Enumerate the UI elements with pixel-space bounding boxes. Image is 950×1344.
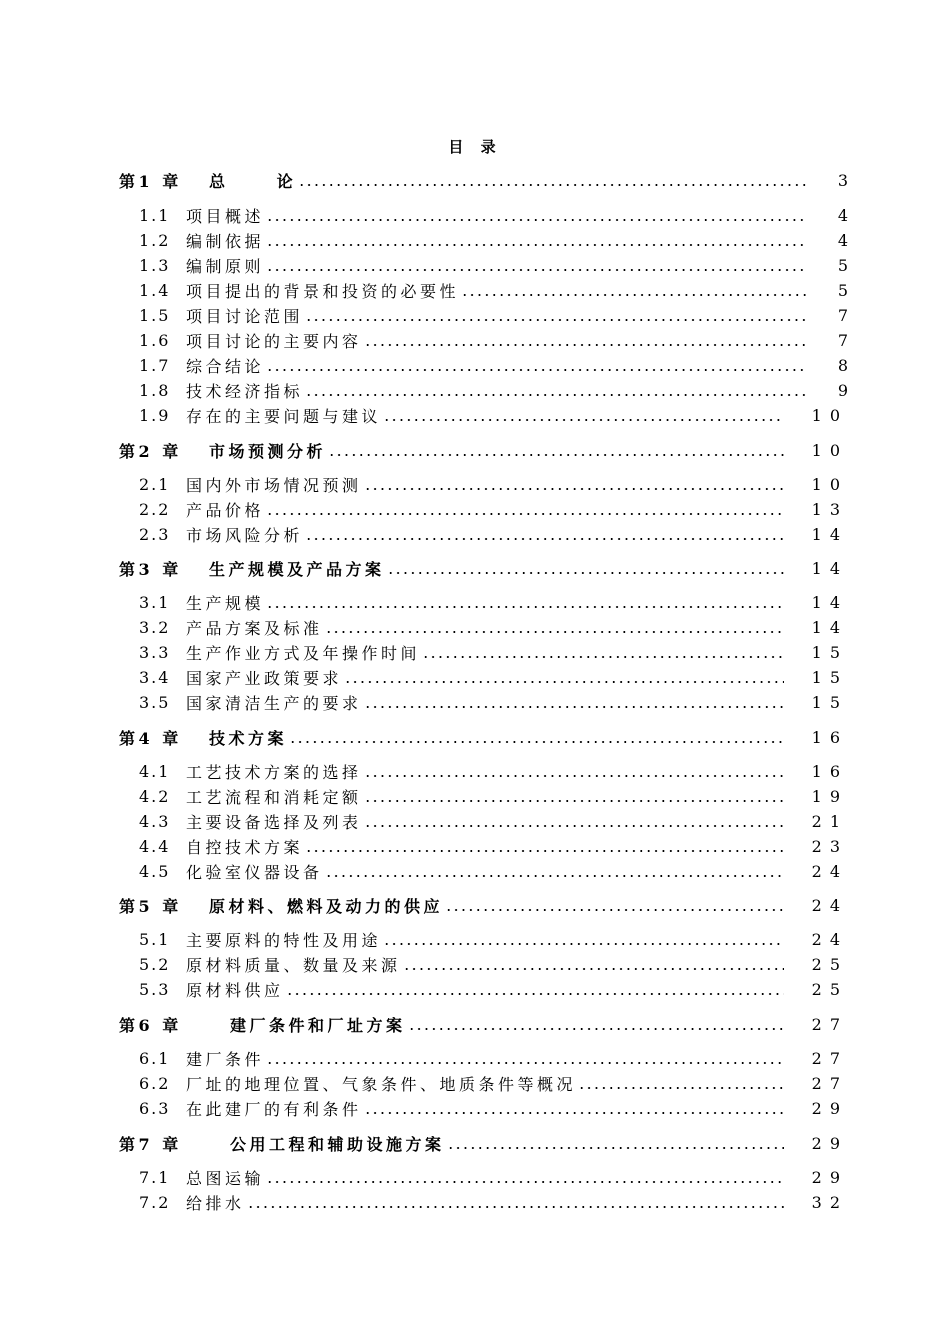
entry-title: 厂址的地理位置、气象条件、地质条件等概况 [186, 1074, 577, 1094]
entry-number: 1.6 [139, 330, 171, 350]
dot-leader [266, 1181, 784, 1183]
entry-number: 3.1 [139, 592, 171, 612]
dot-leader [266, 1062, 784, 1064]
entry-title: 生产规模及产品方案 [209, 559, 385, 579]
toc-section-entry[interactable] [0, 328, 950, 352]
entry-page-number: 24 [811, 929, 848, 949]
dot-leader [325, 631, 784, 633]
entry-number: 4.4 [139, 836, 171, 856]
entry-page-number: 19 [811, 786, 848, 806]
toc-section-entry[interactable] [0, 1046, 950, 1070]
entry-title: 总 论 [209, 171, 297, 191]
toc-section-entry[interactable] [0, 203, 950, 227]
dot-leader [298, 184, 806, 186]
entry-number: 1.9 [139, 405, 171, 425]
entry-number: 3.5 [139, 692, 171, 712]
toc-section-entry[interactable] [0, 1096, 950, 1120]
toc-section-entry[interactable] [0, 472, 950, 496]
entry-title: 国内外市场情况预测 [186, 475, 362, 495]
entry-title: 综合结论 [186, 356, 265, 376]
dot-leader [364, 488, 784, 490]
toc-section-entry[interactable] [0, 1071, 950, 1095]
toc-chapter-entry[interactable] [0, 438, 950, 462]
entry-title: 给排水 [186, 1193, 245, 1213]
toc-section-entry[interactable] [0, 1190, 950, 1214]
entry-title: 项目提出的背景和投资的必要性 [186, 281, 460, 301]
entry-title: 技术方案 [209, 728, 288, 748]
dot-leader [247, 1206, 784, 1208]
entry-page-number: 4 [837, 205, 848, 225]
entry-number: 1.4 [139, 280, 171, 300]
entry-title: 工艺技术方案的选择 [186, 762, 362, 782]
entry-page-number: 10 [811, 474, 848, 494]
entry-page-number: 16 [811, 761, 848, 781]
toc-section-entry[interactable] [0, 228, 950, 252]
dot-leader [305, 850, 784, 852]
entry-page-number: 32 [811, 1192, 848, 1212]
entry-title: 编制依据 [186, 231, 265, 251]
entry-number: 6.1 [139, 1048, 171, 1068]
entry-title: 原材料供应 [186, 980, 284, 1000]
entry-page-number: 14 [811, 592, 848, 612]
entry-number: 第4 章 [119, 728, 182, 748]
entry-title: 国家产业政策要求 [186, 668, 343, 688]
entry-title: 主要原料的特性及用途 [186, 930, 382, 950]
entry-title: 生产规模 [186, 593, 265, 613]
toc-section-entry[interactable] [0, 403, 950, 427]
entry-number: 3.3 [139, 642, 171, 662]
entry-page-number: 24 [811, 895, 848, 915]
dot-leader [364, 706, 784, 708]
entry-title: 项目概述 [186, 206, 265, 226]
entry-page-number: 13 [811, 499, 848, 519]
entry-title: 工艺流程和消耗定额 [186, 787, 362, 807]
entry-title: 主要设备选择及列表 [186, 812, 362, 832]
entry-title: 产品方案及标准 [186, 618, 323, 638]
entry-title: 自控技术方案 [186, 837, 304, 857]
entry-page-number: 15 [811, 642, 848, 662]
entry-page-number: 25 [811, 979, 848, 999]
dot-leader [383, 943, 784, 945]
entry-number: 1.3 [139, 255, 171, 275]
entry-page-number: 23 [811, 836, 848, 856]
toc-section-entry[interactable] [0, 690, 950, 714]
entry-number: 2.1 [139, 474, 171, 494]
entry-number: 1.5 [139, 305, 171, 325]
entry-number: 1.7 [139, 355, 171, 375]
entry-number: 第5 章 [119, 896, 182, 916]
dot-leader [325, 875, 784, 877]
toc-chapter-entry[interactable] [0, 1131, 950, 1155]
entry-page-number: 16 [811, 727, 848, 747]
entry-title: 原材料、燃料及动力的供应 [209, 896, 444, 916]
entry-number: 7.1 [139, 1167, 171, 1187]
dot-leader [387, 572, 784, 574]
entry-title: 项目讨论范围 [186, 306, 304, 326]
entry-page-number: 3 [837, 170, 848, 190]
entry-title: 技术经济指标 [186, 381, 304, 401]
toc-section-entry[interactable] [0, 278, 950, 302]
toc-section-entry[interactable] [0, 859, 950, 883]
toc-section-entry[interactable] [0, 522, 950, 546]
entry-title: 市场风险分析 [186, 525, 304, 545]
dot-leader [422, 656, 784, 658]
dot-leader [447, 1147, 784, 1149]
toc-section-entry[interactable] [0, 615, 950, 639]
toc-section-entry[interactable] [0, 353, 950, 377]
entry-page-number: 10 [811, 440, 848, 460]
entry-page-number: 27 [811, 1048, 848, 1068]
toc-section-entry[interactable] [0, 977, 950, 1001]
entry-number: 4.1 [139, 761, 171, 781]
dot-leader [305, 538, 784, 540]
entry-page-number: 5 [837, 255, 848, 275]
entry-number: 1.8 [139, 380, 171, 400]
dot-leader [364, 775, 784, 777]
entry-page-number: 29 [811, 1133, 848, 1153]
toc-section-entry[interactable] [0, 759, 950, 783]
entry-title: 在此建厂的有利条件 [186, 1099, 362, 1119]
dot-leader [286, 993, 784, 995]
dot-leader [266, 513, 784, 515]
toc-section-entry[interactable] [0, 927, 950, 951]
dot-leader [445, 909, 784, 911]
entry-title: 建厂条件 [186, 1049, 265, 1069]
dot-leader [266, 269, 806, 271]
toc-section-entry[interactable] [0, 952, 950, 976]
entry-page-number: 7 [837, 305, 848, 325]
entry-number: 第2 章 [119, 441, 182, 461]
entry-page-number: 29 [811, 1167, 848, 1187]
entry-number: 3.4 [139, 667, 171, 687]
entry-number: 2.3 [139, 524, 171, 544]
entry-page-number: 14 [811, 524, 848, 544]
toc-section-entry[interactable] [0, 378, 950, 402]
entry-page-number: 7 [837, 330, 848, 350]
entry-page-number: 4 [837, 230, 848, 250]
entry-title: 化验室仪器设备 [186, 862, 323, 882]
entry-number: 第3 章 [119, 559, 182, 579]
entry-page-number: 21 [811, 811, 848, 831]
dot-leader [408, 1028, 784, 1030]
entry-page-number: 9 [837, 380, 848, 400]
entry-page-number: 14 [811, 617, 848, 637]
entry-title: 原材料质量、数量及来源 [186, 955, 401, 975]
dot-leader [344, 681, 784, 683]
entry-page-number: 29 [811, 1098, 848, 1118]
toc-section-entry[interactable] [0, 1165, 950, 1189]
entry-title: 建厂条件和厂址方案 [230, 1015, 406, 1035]
entry-page-number: 15 [811, 692, 848, 712]
dot-leader [266, 369, 806, 371]
toc-chapter-entry[interactable] [0, 168, 950, 192]
toc-section-entry[interactable] [0, 303, 950, 327]
entry-number: 第1 章 [119, 171, 182, 191]
entry-number: 3.2 [139, 617, 171, 637]
entry-page-number: 8 [837, 355, 848, 375]
dot-leader [305, 394, 806, 396]
entry-number: 第7 章 [119, 1134, 182, 1154]
entry-number: 4.5 [139, 861, 171, 881]
entry-number: 5.1 [139, 929, 171, 949]
entry-number: 2.2 [139, 499, 171, 519]
toc-chapter-entry[interactable] [0, 556, 950, 580]
entry-title: 总图运输 [186, 1168, 265, 1188]
toc-section-entry[interactable] [0, 834, 950, 858]
toc-chapter-entry[interactable] [0, 1012, 950, 1036]
toc-heading: 目 录 [448, 138, 502, 156]
entry-title: 项目讨论的主要内容 [186, 331, 362, 351]
dot-leader [364, 800, 784, 802]
dot-leader [305, 319, 806, 321]
entry-number: 6.2 [139, 1073, 171, 1093]
toc-section-entry[interactable] [0, 665, 950, 689]
entry-page-number: 5 [837, 280, 848, 300]
dot-leader [266, 244, 806, 246]
toc-section-entry[interactable] [0, 640, 950, 664]
entry-number: 4.2 [139, 786, 171, 806]
dot-leader [266, 219, 806, 221]
entry-number: 第6 章 [119, 1015, 182, 1035]
entry-number: 4.3 [139, 811, 171, 831]
entry-number: 5.2 [139, 954, 171, 974]
toc-section-entry[interactable] [0, 590, 950, 614]
entry-number: 7.2 [139, 1192, 171, 1212]
toc-section-entry[interactable] [0, 497, 950, 521]
entry-page-number: 15 [811, 667, 848, 687]
dot-leader [328, 454, 784, 456]
entry-number: 5.3 [139, 979, 171, 999]
dot-leader [461, 294, 806, 296]
entry-page-number: 27 [811, 1014, 848, 1034]
toc-section-entry[interactable] [0, 253, 950, 277]
dot-leader [364, 1112, 784, 1114]
dot-leader [289, 741, 784, 743]
entry-page-number: 25 [811, 954, 848, 974]
entry-page-number: 14 [811, 558, 848, 578]
toc-chapter-entry[interactable] [0, 893, 950, 917]
entry-title: 国家清洁生产的要求 [186, 693, 362, 713]
dot-leader [383, 419, 784, 421]
entry-title: 存在的主要问题与建议 [186, 406, 382, 426]
dot-leader [266, 606, 784, 608]
entry-title: 公用工程和辅助设施方案 [230, 1134, 445, 1154]
entry-title: 编制原则 [186, 256, 265, 276]
toc-section-entry[interactable] [0, 809, 950, 833]
entry-title: 市场预测分析 [209, 441, 327, 461]
toc-section-entry[interactable] [0, 784, 950, 808]
entry-page-number: 10 [811, 405, 848, 425]
entry-number: 1.1 [139, 205, 171, 225]
dot-leader [578, 1087, 784, 1089]
entry-title: 产品价格 [186, 500, 265, 520]
toc-chapter-entry[interactable] [0, 725, 950, 749]
dot-leader [364, 825, 784, 827]
entry-title: 生产作业方式及年操作时间 [186, 643, 421, 663]
entry-page-number: 27 [811, 1073, 848, 1093]
entry-number: 6.3 [139, 1098, 171, 1118]
dot-leader [403, 968, 784, 970]
entry-page-number: 24 [811, 861, 848, 881]
dot-leader [364, 344, 806, 346]
entry-number: 1.2 [139, 230, 171, 250]
